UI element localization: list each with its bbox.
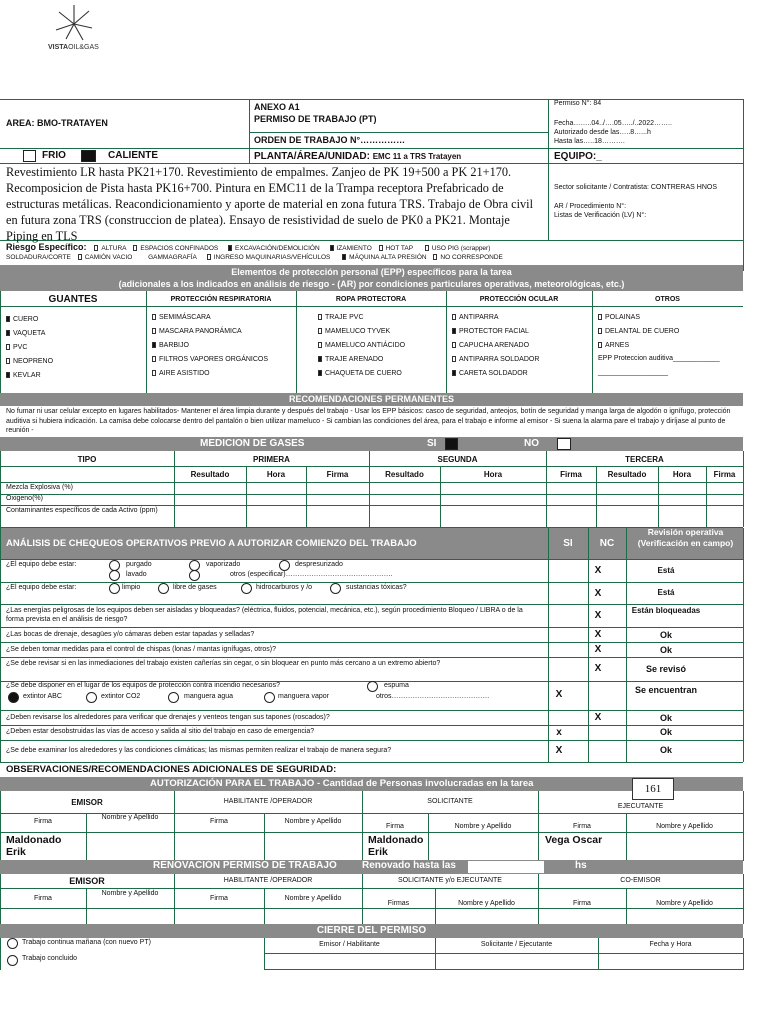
q1-otros: otros (especificar)………………………………………. (230, 571, 393, 578)
epp-antiparra[interactable]: ANTIPARRA (452, 311, 539, 325)
listas-verificacion: Listas de Verificación (LV) N°: (554, 212, 647, 219)
q1-text: ¿El equipo debe estar: (6, 561, 77, 568)
riesgo-hot-tap[interactable]: HOT TAP (379, 245, 413, 252)
autorizacion-title: AUTORIZACIÓN PARA EL TRABAJO - Cantidad de Personas involucradas en la tarea (0, 777, 743, 791)
riesgo-espacios[interactable]: ESPACIOS CONFINADOS (133, 245, 218, 252)
q1-purgado: purgado (126, 561, 152, 568)
q1-despresurizado-radio[interactable] (279, 560, 290, 571)
q5-revision[interactable]: Ok (659, 645, 672, 655)
q7-manguera-vapor: manguera vapor (278, 693, 329, 700)
epp-header (0, 265, 743, 291)
epp-neopreno[interactable]: NEOPRENO (6, 355, 53, 369)
star-logo-icon (54, 4, 94, 42)
riesgo-label: Riesgo Específico: (6, 242, 87, 252)
epp-traje-pvc[interactable]: TRAJE PVC (318, 311, 405, 325)
q1-revision[interactable]: Está (657, 566, 675, 575)
epp-pvc[interactable]: PVC (6, 341, 53, 355)
q9-si-mark[interactable]: x (556, 727, 562, 738)
q2-libre: libre de gases (173, 584, 217, 591)
q7-extintor-abc-radio[interactable] (8, 692, 19, 703)
q7-manguera-vapor-radio[interactable] (264, 692, 275, 703)
riesgo-camion[interactable]: CAMIÓN VACIO (78, 254, 133, 261)
q1-lavado-radio[interactable] (109, 570, 120, 581)
recomendaciones-title: RECOMENDACIONES PERMANENTES (0, 393, 743, 406)
cierre-emisor-head: Emisor / Habilitante (319, 941, 380, 948)
q5-text: ¿Se deben tomar medidas para el control de chispas (lonas / mantas ignífugas, otros)? (6, 646, 277, 653)
authorized-from: Autorizado desde las…..8…...h (554, 129, 651, 136)
q7-extintor-abc: extintor ABC (23, 693, 62, 700)
q2-hidrocarburos: hidrocarburos y /o (256, 584, 313, 591)
epp-arnes[interactable]: ARNES (598, 339, 738, 353)
g3-hora: Hora (672, 470, 692, 479)
planta-value: EMC 11 a TRS Tratayen (372, 152, 462, 161)
q6-text: ¿Se debe revisar si en las inmediaciones del trabajo existen cañerías sin cegar, o sin bloquear en punto más cercano a un extremo abierto? (6, 660, 441, 667)
epp-polainas[interactable]: POLAINAS (598, 311, 738, 325)
q7-extintor-co2-radio[interactable] (86, 692, 97, 703)
g2-hora: Hora (483, 470, 503, 479)
epp-semimascara[interactable]: SEMIMÁSCARA (152, 311, 268, 325)
frio-label: FRIO (42, 150, 66, 161)
planta-label: PLANTA/ÁREA/UNIDAD: (254, 151, 370, 162)
epp-auditiva[interactable]: EPP Proteccion auditiva____________ (598, 355, 720, 362)
cierre-concluido: Trabajo concluido (22, 955, 77, 962)
epp-aire[interactable]: AIRE ASISTIDO (152, 367, 268, 381)
q10-revision[interactable]: Ok (659, 745, 672, 755)
q1-vaporizado: vaporizado (206, 561, 241, 568)
equipo-field[interactable]: EQUIPO:_ (554, 151, 602, 162)
procedimiento: AR / Procedimiento N°: (554, 203, 627, 210)
chequeo-title: ANÁLISIS DE CHEQUEOS OPERATIVOS PREVIO A AUTORIZAR COMIENZO DEL TRABAJO (6, 538, 417, 549)
chequeo-nc-head: NC (599, 538, 615, 549)
gas-row-mezcla: Mezcla Explosiva (%) (6, 484, 73, 491)
epp-cuero[interactable]: CUERO (6, 313, 53, 327)
epp-ocular-head: PROTECCIÓN OCULAR (479, 296, 559, 303)
g2-resultado: Resultado (385, 470, 424, 479)
caliente-label: CALIENTE (108, 150, 158, 161)
work-description: Revestimiento LR hasta PK21+170. Revestimiento de empalmes. Zanjeo de PK 19+500 a PK 21+170. Recomposicion de Pista hasta PK16+700. Pintura en EMC11 de la Trampa receptora Prefabricado de estructuras metálicas. Reacondicionamiento y aporte de material en zona futura TRS. Trabajo de Obra civil en futura zona TRS (construccion de platea). Ensayo de resistividad de suelo de PK0 a PK21. Montaje Piping en TLS (6, 165, 534, 243)
q2-hidrocarburos-radio[interactable] (241, 583, 252, 594)
auth-ejecutante-head: EJECUTANTE (617, 803, 664, 810)
renov-emisor-firma: Firma (34, 895, 52, 902)
epp-title: Elementos de protección personal (EPP) específicos para la tarea (231, 267, 512, 277)
q3-text: ¿Las energías peligrosas de los equipos deben ser aisladas y bloqueadas? (eléctrica, fluidos, potencial, mecánica, etc.), según procedimiento Bloqueo / LIBRA o de la forma prevista en el análisis de riesgo? (6, 607, 523, 623)
q6-revision[interactable]: Se revisó (645, 664, 687, 674)
epp-antiparra-soldador[interactable]: ANTIPARRA SOLDADOR (452, 353, 539, 367)
renov-sol-nombre: Nombre y Apellido (458, 900, 515, 907)
gas-row-oxigeno: Oxigeno(%) (6, 495, 43, 502)
auth-ejec-firma: Firma (573, 823, 591, 830)
q4-text: ¿Las bocas de drenaje, desagües y/o cámaras deben estar tapadas y selladas? (6, 631, 255, 638)
riesgo-maquina[interactable]: MÁQUINA ALTA PRESIÓN (342, 254, 426, 261)
epp-respiratoria-head: PROTECCIÓN RESPIRATORIA (170, 296, 272, 303)
gases-tercera-head: TERCERA (625, 455, 664, 464)
auth-solicitante-head: SOLICITANTE (427, 798, 473, 805)
epp-filtros[interactable]: FILTROS VAPORES ORGÁNICOS (152, 353, 268, 367)
renovado-hora-input[interactable] (468, 861, 544, 873)
renovacion-title: RENOVACIÓN PERMISO DE TRABAJO (153, 860, 337, 871)
q2-nc-mark[interactable]: X (594, 588, 602, 599)
gases-title: MEDICION DE GASES (200, 438, 305, 449)
epp-antiacido[interactable]: MAMELUCO ANTIÁCIDO (318, 339, 405, 353)
epp-otros-blank[interactable]: __________________ (598, 369, 669, 376)
q5-nc-mark[interactable]: X (594, 644, 602, 655)
q4-revision[interactable]: Ok (659, 630, 672, 640)
auth-hab-nombre: Nombre y Apellido (284, 818, 342, 825)
renov-co-firma: Firma (573, 900, 591, 907)
riesgo-izamiento[interactable]: IZAMIENTO (330, 245, 372, 252)
g1-resultado: Resultado (190, 470, 230, 479)
chequeo-revision-head: Revisión operativa (Verificación en campo) (637, 527, 734, 548)
permit-title: PERMISO DE TRABAJO (PT) (254, 114, 377, 124)
company-logo (44, 4, 114, 52)
q10-text: ¿Se debe examinar los alrededores y las condiciones climáticas; las mismas permiten realizar el trabajo de manera segura? (6, 747, 392, 754)
epp-tyvek[interactable]: MAMELUCO TYVEK (318, 325, 405, 339)
epp-delantal[interactable]: DELANTAL DE CUERO (598, 325, 738, 339)
work-order-field[interactable]: ORDEN DE TRABAJO N°…………… (254, 135, 406, 145)
renov-emisor-nombre: Nombre y Apellido (101, 890, 159, 897)
logo-brand: VISTA (48, 44, 69, 51)
renov-co-nombre: Nombre y Apellido (656, 900, 713, 907)
riesgo-ingreso[interactable]: INGRESO MAQUINARIAS/VEHÍCULOS (207, 254, 331, 261)
q2-limpio: limpio (122, 584, 141, 591)
renov-coemisor-head: CO-EMISOR (620, 877, 661, 884)
caliente-checkbox[interactable] (81, 150, 96, 162)
authorized-until: Hasta las…..18………. (554, 138, 625, 145)
q8-nc-mark[interactable]: X (594, 712, 602, 723)
q7-si-mark[interactable]: X (555, 689, 563, 700)
q2-toxicas: sustancias tóxicas? (346, 584, 407, 591)
emisor-signature[interactable]: Maldonado Erik (6, 834, 62, 858)
epp-traje-arenado[interactable]: TRAJE ARENADO (318, 353, 405, 367)
q9-revision[interactable]: Ok (659, 727, 672, 737)
personas-count[interactable]: 161 (632, 778, 674, 800)
permit-number: Permiso N°: 84 (554, 100, 602, 107)
renov-hab-nombre: Nombre y Apellido (284, 895, 342, 902)
q7-espuma-radio[interactable] (367, 681, 378, 692)
sector-solicitante: Sector solicitante / Contratista: CONTRERAS HNOS (554, 184, 717, 191)
g1-firma: Firma (326, 470, 349, 479)
permit-date: Fecha……..04../….05…../..2022…….. (554, 120, 672, 127)
cierre-concluido-radio[interactable] (7, 955, 18, 966)
auth-emisor-head: EMISOR (71, 798, 103, 807)
auth-sol-nombre: Nombre y Apellido (454, 823, 512, 830)
renov-hab-firma: Firma (210, 895, 228, 902)
gases-tipo-head: TIPO (77, 455, 97, 464)
q2-revision[interactable]: Está (657, 588, 675, 597)
epp-guantes-head: GUANTES (48, 294, 98, 305)
epp-careta[interactable]: CARETA SOLDADOR (452, 367, 539, 381)
q4-nc-mark[interactable]: X (594, 629, 602, 640)
epp-mascara[interactable]: MASCARA PANORÁMICA (152, 325, 268, 339)
auth-ejec-nombre: Nombre y Apellido (656, 823, 713, 830)
q7-text: ¿Se debe disponer en el lugar de los equipos de protección contra incendio necesarios? (6, 682, 280, 689)
q7-extintor-co2: extintor CO2 (101, 693, 141, 700)
gases-si-checkbox[interactable] (445, 438, 458, 450)
g3-firma: Firma (713, 470, 736, 479)
cierre-solicitante-head: Solicitante / Ejecutante (480, 941, 553, 948)
riesgo-gammagrafia[interactable]: GAMMAGRAFÍA (148, 254, 197, 261)
gases-primera-head: PRIMERA (253, 455, 290, 464)
q2-text: ¿El equipo debe estar: (6, 584, 77, 591)
epp-chaqueta[interactable]: CHAQUETA DE CUERO (318, 367, 405, 381)
renovado-hasta: Renovado hasta las (362, 860, 456, 871)
ejecutante-signature[interactable]: Vega Oscar (545, 834, 603, 846)
gas-row-contaminantes: Contaminantes específicos de cada Activo (ppm) (6, 507, 158, 514)
renov-sol-firma: Firmas (387, 900, 410, 907)
epp-barbijo[interactable]: BARBIJO (152, 339, 268, 353)
q2-limpio-radio[interactable] (109, 583, 120, 594)
q8-revision[interactable]: Ok (659, 713, 672, 723)
q2-libre-radio[interactable] (158, 583, 169, 594)
solicitante-signature[interactable]: Maldonado Erik (368, 834, 424, 858)
epp-ropa-head: ROPA PROTECTORA (335, 296, 407, 303)
q7-espuma: espuma (384, 682, 409, 689)
q10-si-mark[interactable]: X (555, 745, 563, 756)
q2-toxicas-radio[interactable] (330, 583, 341, 594)
area-label: AREA: BMO-TRATAYEN (6, 118, 108, 128)
riesgo-uso-pig[interactable]: USO PIG (scrapper) (425, 245, 491, 252)
riesgo-soldadura[interactable]: SOLDADURA/CORTE (6, 254, 71, 261)
auth-hab-firma: Firma (210, 818, 228, 825)
q1-lavado: lavado (126, 571, 147, 578)
q7-revision[interactable]: Se encuentran (634, 685, 698, 695)
observaciones-label: OBSERVACIONES/RECOMENDACIONES ADICIONALES DE SEGURIDAD: (6, 764, 337, 775)
renov-emisor-head: EMISOR (69, 876, 105, 886)
auth-emisor-nombre: Nombre y Apellido (101, 814, 159, 821)
gases-si-label: SI (427, 438, 437, 449)
q7-manguera-agua-radio[interactable] (168, 692, 179, 703)
frio-checkbox[interactable] (23, 150, 36, 162)
q7-otros: otros…………………………………… (376, 693, 490, 700)
q8-text: ¿Deben revisarse los alrededores para verificar que drenajes y venteos tengan sus tapones (roscados)? (6, 714, 330, 721)
g2-firma: Firma (560, 470, 582, 479)
riesgo-altura[interactable]: ALTURA (94, 245, 126, 252)
q9-text: ¿Deben estar desobstruidas las vías de acceso y salida al sitio del trabajo en caso de emergencia? (6, 728, 315, 735)
epp-kevlar[interactable]: KEVLAR (6, 369, 53, 383)
auth-sol-firma: Firma (386, 823, 404, 830)
gases-no-label: NO (524, 438, 539, 449)
riesgo-excavacion[interactable]: EXCAVACIÓN/DEMOLICIÓN (228, 245, 320, 252)
q7-manguera-agua: manguera agua (184, 693, 234, 700)
cierre-title: CIERRE DEL PERMISO (0, 924, 743, 938)
auth-habilitante-head: HABILITANTE /OPERADOR (223, 798, 313, 805)
q6-nc-mark[interactable]: X (594, 663, 602, 674)
epp-capucha[interactable]: CAPUCHA ARENADO (452, 339, 539, 353)
epp-protector-facial[interactable]: PROTECTOR FACIAL (452, 325, 539, 339)
renovado-hs: hs (575, 860, 587, 871)
epp-otros-head: OTROS (655, 296, 680, 303)
riesgo-no-corresponde[interactable]: NO CORRESPONDE (433, 254, 502, 261)
epp-subtitle: (adicionales a los indicados en análisis de riesgo - (AR) por condiciones particulares operativas, meteorológicas, etc.) (118, 279, 625, 289)
gases-segunda-head: SEGUNDA (437, 455, 478, 464)
q1-nc-mark[interactable]: X (594, 565, 602, 576)
recomendaciones-text: No fumar ni usar celular excepto en lugares habilitados- Mantener el área limpia durante y después del trabajo - Usar los EPP básicos: casco de seguridad, anteojos, botín de seguridad y manga larga de algodón o ignífugo, protección auditiva si hubiera indicación. La camisa debe colocarse dentro del pantalón o bien utilizar mameluco - Si cambian las condiciones del área, para el trabajo e informe al emisor - Si suena la alarma pare el trabajo y diríjase al punto de reunión - (6, 408, 731, 434)
gases-no-checkbox[interactable] (557, 438, 571, 450)
cierre-continua: Trabajo continua mañana (con nuevo PT) (22, 939, 151, 946)
cierre-fecha-head: Fecha y Hora (649, 941, 692, 948)
renov-habilitante-head: HABILITANTE /OPERADOR (223, 877, 313, 884)
cierre-continua-radio[interactable] (7, 938, 18, 949)
g1-hora: Hora (266, 470, 286, 479)
auth-emisor-firma: Firma (34, 818, 52, 825)
renov-solicitante-head: SOLICITANTE y/o EJECUTANTE (398, 877, 502, 884)
logo-suffix: OIL&GAS (68, 44, 99, 51)
q3-revision[interactable]: Están bloqueadas (631, 606, 701, 615)
annex-label: ANEXO A1 (254, 102, 300, 112)
chequeo-si-head: SI (563, 538, 573, 549)
g3-resultado: Resultado (607, 470, 647, 479)
q3-nc-mark[interactable]: X (594, 610, 602, 621)
q1-despresurizado: despresurizado (295, 561, 343, 568)
q1-otros-radio[interactable] (189, 570, 200, 581)
epp-vaqueta[interactable]: VAQUETA (6, 327, 53, 341)
